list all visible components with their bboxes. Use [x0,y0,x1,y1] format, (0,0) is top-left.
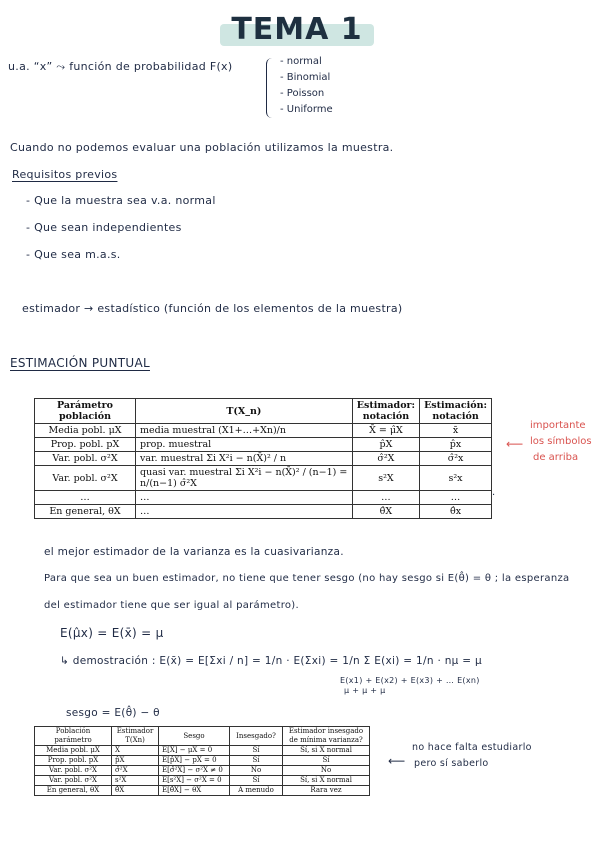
table-cell: p̂X [112,756,159,766]
demonstration-sub: μ + μ + μ [344,686,386,695]
table-row [35,466,492,491]
distribution-brace [266,58,275,118]
table-cell: Sí [230,746,283,756]
table-cell: media muestral (X1+…+Xn)/n [136,424,353,438]
section-heading: ESTIMACIÓN PUNTUAL [10,356,150,370]
table-cell: E[p̂X] − pX = 0 [159,756,230,766]
table-cell: … [35,491,136,505]
table-header: Sesgo [159,727,230,746]
table-cell: No [230,766,283,776]
table-header-row [35,727,370,746]
bias-table [34,726,370,796]
table-cell: p̂x [420,438,492,452]
table-cell: E[θ̂X] − θX [159,786,230,796]
table-cell: X̄ [112,746,159,756]
left-arrow-icon: ⟵ [388,754,406,768]
table-cell: E[s²X] − σ²X = 0 [159,776,230,786]
requisito-item: - Que sean independientes [26,221,182,234]
table-cell: Media pobl. μX [35,424,136,438]
table-cell: … [136,505,353,519]
demonstration: ↳ demostración : E(x̄) = E[Σxi / n] = 1/n · E(Σxi) = 1/n Σ E(xi) = 1/n · nμ = μ [60,655,483,667]
table-cell: A menudo [230,786,283,796]
table-cell: θ̂X [112,786,159,796]
table-cell: Sí [230,776,283,786]
table-row [35,776,370,786]
side-note-line: no hace falta estudiarlo [412,742,532,753]
table-row [35,786,370,796]
table-cell: θ̂x [420,505,492,519]
distribution-item: - Binomial [280,72,331,83]
va-line: u.a. “x” ⤳ función de probabilidad F(x) [8,60,233,73]
table-cell: … [352,491,419,505]
table-row [35,766,370,776]
sesgo-formula: sesgo = E(θ̂) − θ [66,707,160,719]
table-header: Insesgado? [230,727,283,746]
requisito-item: - Que la muestra sea v.a. normal [26,194,216,207]
table-header: Estimador: notación [352,399,419,424]
good-estimator-note-cont: del estimador tiene que ser igual al parámetro). [44,600,299,611]
table-header: T(X_n) [136,399,353,424]
page-title: TEMA 1 [231,12,363,47]
table-cell: No [283,766,370,776]
table-cell: quasi var. muestral Σi X²i − n(X̄)² / (n−1) = n/(n−1) σ̂²X [136,466,353,491]
table-cell: x̄ [420,424,492,438]
table-cell: Rara vez [283,786,370,796]
table-cell: Sí [230,756,283,766]
estimators-table [34,398,492,519]
table-cell: X̄ = μ̂X [352,424,419,438]
table-cell: prop. muestral [136,438,353,452]
table-cell: σ̂²X [112,766,159,776]
table-cell: s²x [420,466,492,491]
table-cell: s²X [352,466,419,491]
table-cell: var. muestral Σi X²i − n(X̄)² / n [136,452,353,466]
table-row [35,746,370,756]
table-cell: … [136,491,353,505]
table-cell: Sí, si X normal [283,746,370,756]
table-header: Estimación: notación [420,399,492,424]
table-cell: Var. pobl. σ²X [35,766,112,776]
side-note-line: pero sí saberlo [414,758,489,769]
distribution-item: - Poisson [280,88,325,99]
annotation-line: los símbolos [530,436,592,447]
table-header: Estimador insesgado de mínima varianza? [283,727,370,746]
table-cell: θ̂X [352,505,419,519]
table-cell: E[σ̂²X] − σ²X ≠ 0 [159,766,230,776]
distribution-item: - Uniforme [280,104,333,115]
table-header: Parámetro población [35,399,136,424]
table-cell: En general, θX [35,786,112,796]
table-cell: Prop. pobl. pX [35,756,112,766]
expectation-formula: E(μ̂x) = E(x̄) = μ [60,626,164,640]
requisito-item: - Que sea m.a.s. [26,248,121,261]
table-cell: Prop. pobl. pX [35,438,136,452]
table-cell: Var. pobl. σ²X [35,466,136,491]
table-row [35,756,370,766]
table-row [35,491,492,505]
table-cell: Var. pobl. σ²X [35,776,112,786]
table-cell: σ̂²x [420,452,492,466]
table-cell: Sí [283,756,370,766]
demonstration-sub: E(x1) + E(x2) + E(x3) + … E(xn) [340,676,480,685]
table-cell: p̂X [352,438,419,452]
population-note: Cuando no podemos evaluar una población utilizamos la muestra. [10,141,394,154]
table-header: Población parámetro [35,727,112,746]
good-estimator-note: Para que sea un buen estimador, no tiene que tener sesgo (no hay sesgo si E(θ̂) = θ ; la esperanza [44,573,570,584]
requisitos-heading: Requisitos previos [12,168,118,181]
table-cell: E[X̄] − μX = 0 [159,746,230,756]
table-cell: … [420,491,492,505]
table-cell: Var. pobl. σ²X [35,452,136,466]
table-dot: . [492,487,496,498]
best-estimator-note: el mejor estimador de la varianza es la cuasivarianza. [44,546,344,558]
table-cell: Media pobl. μX [35,746,112,756]
table-row [35,505,492,519]
annotation-line: importante [530,420,586,431]
left-arrow-icon: ⟵ [506,437,524,451]
table-cell: σ̂²X [352,452,419,466]
annotation-line: de arriba [533,452,579,463]
table-cell: En general, θX [35,505,136,519]
table-cell: Sí, si X normal [283,776,370,786]
table-row [35,424,492,438]
estimador-line: estimador → estadístico (función de los elementos de la muestra) [22,302,403,315]
table-header: Estimador T(Xn) [112,727,159,746]
table-row [35,438,492,452]
table-cell: s²X [112,776,159,786]
table-row [35,452,492,466]
table-header-row [35,399,492,424]
distribution-item: - normal [280,56,322,67]
